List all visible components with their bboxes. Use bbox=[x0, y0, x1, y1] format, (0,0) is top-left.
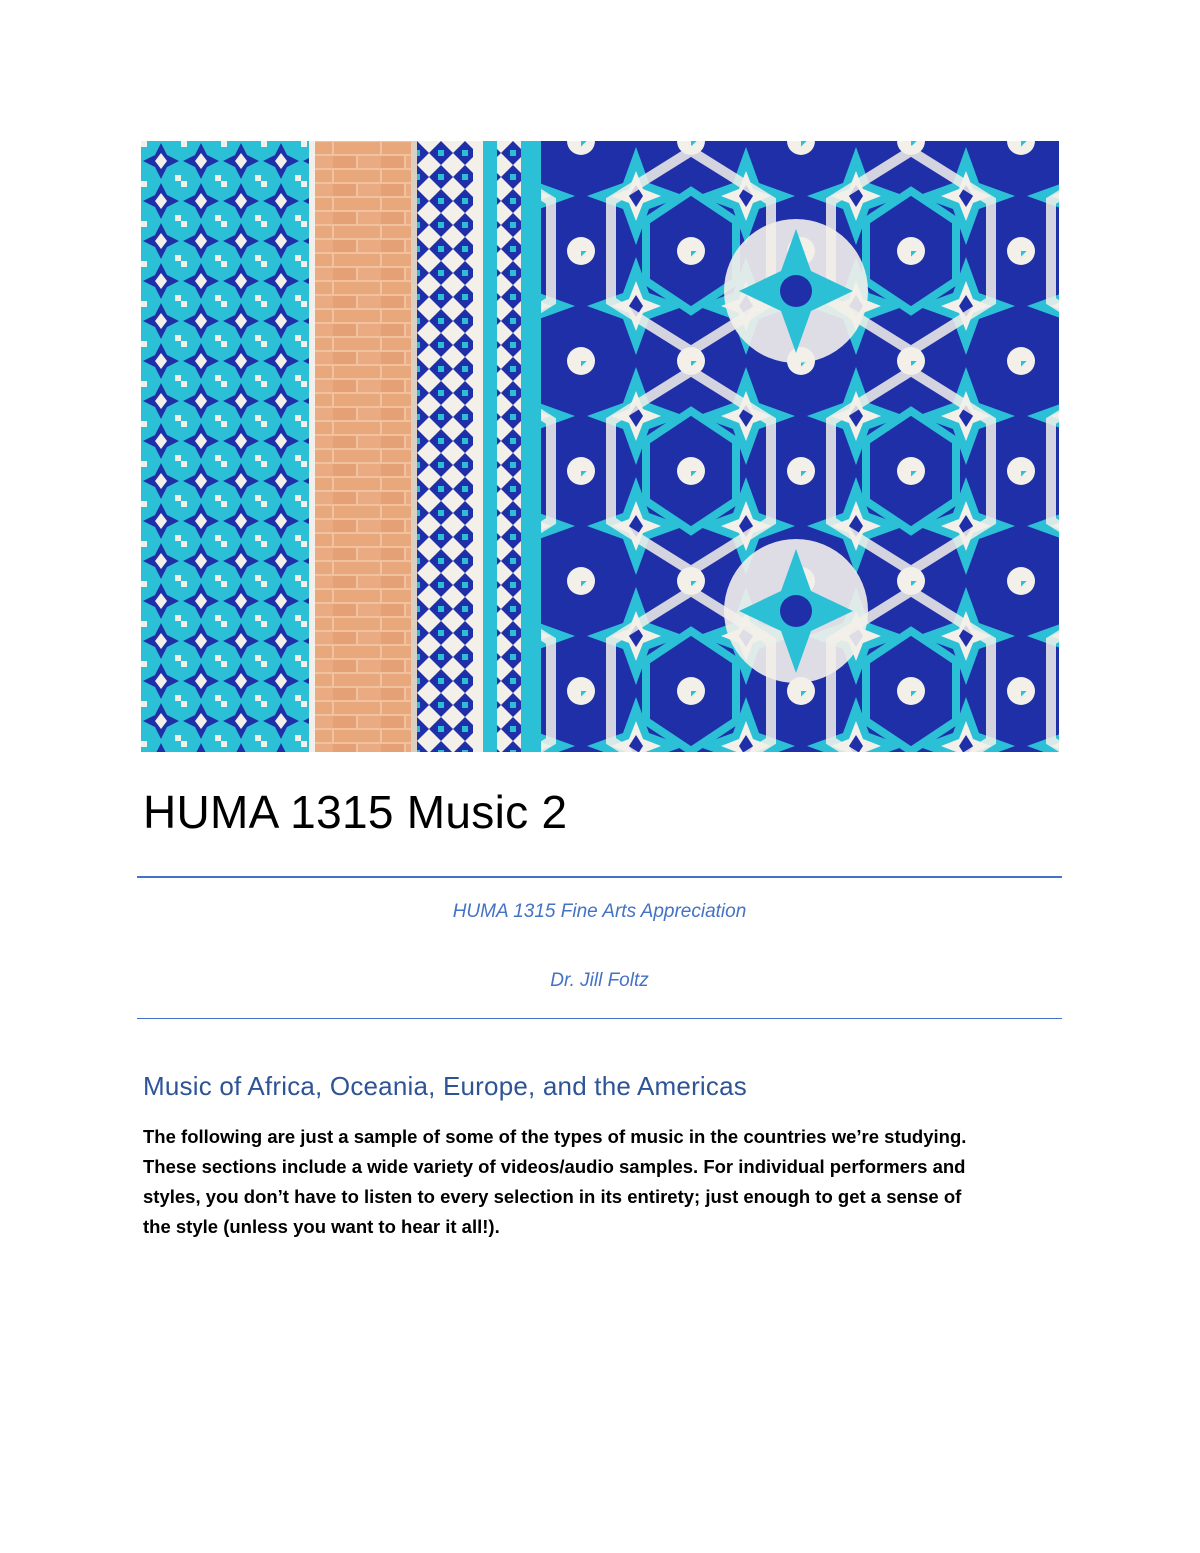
intro-line: styles, you don’t have to listen to every selection in its entirety; just enough to get a sense of bbox=[143, 1186, 962, 1207]
title-divider-top bbox=[137, 876, 1062, 878]
instructor-name: Dr. Jill Foltz bbox=[550, 970, 649, 991]
section-heading: Music of Africa, Oceania, Europe, and the Americas bbox=[143, 1071, 747, 1101]
rosette-upper bbox=[724, 219, 868, 363]
mosaic-illustration bbox=[141, 141, 1059, 752]
intro-line: These sections include a wide variety of videos/audio samples. For individual performers and bbox=[143, 1156, 966, 1177]
intro-line: the style (unless you want to hear it all!). bbox=[143, 1216, 500, 1237]
islamic-tile-mosaic-image bbox=[141, 141, 1059, 752]
title-divider-bottom bbox=[137, 1018, 1062, 1019]
course-name: HUMA 1315 Fine Arts Appreciation bbox=[452, 901, 747, 922]
document-title: HUMA 1315 Music 2 bbox=[143, 786, 568, 838]
intro-paragraph bbox=[143, 1122, 1043, 1242]
rosette-lower bbox=[724, 539, 868, 683]
intro-line: The following are just a sample of some of the types of music in the countries we’re studying. bbox=[143, 1126, 967, 1147]
